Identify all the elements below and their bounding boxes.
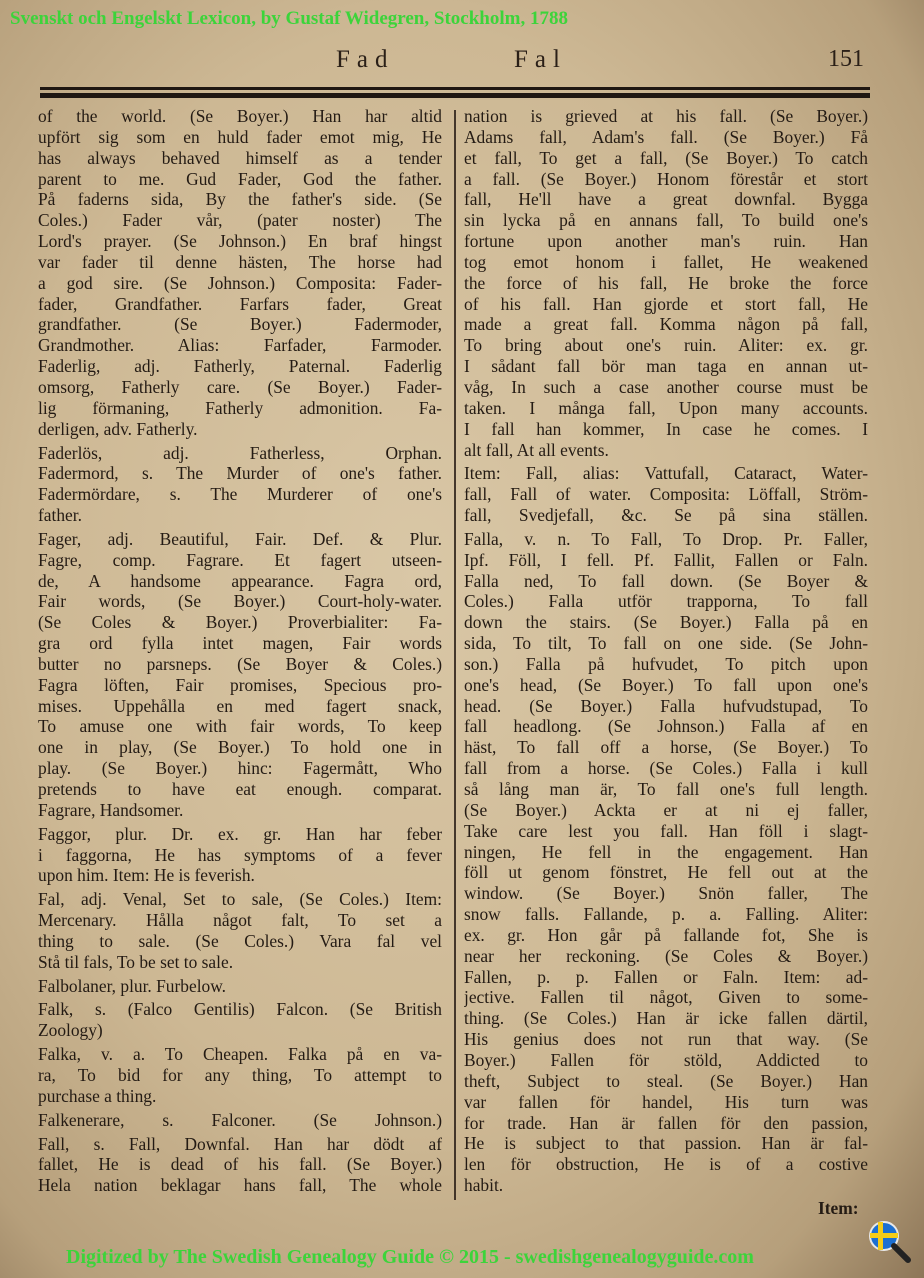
left-column-line: Fal, adj. Venal, Set to sale, (Se Coles.) Item: — [38, 889, 442, 910]
left-column-line: parent to me. Gud Fader, God the father. — [38, 168, 442, 189]
right-column-line: Boyer.) Fallen för stöld, Addicted to — [464, 1049, 868, 1070]
left-column-line: Hela nation beklagar hans fall, The whole — [38, 1175, 442, 1196]
footer-caption: Digitized by The Swedish Genealogy Guide © 2015 - swedishgenealogyguide.com — [66, 1246, 754, 1268]
left-column-line: gra ord fylla intet magen, Fair words — [38, 633, 442, 654]
left-column-line: fader, Grandfather. Farfars fader, Great — [38, 293, 442, 314]
right-column-line: Coles.) Falla utför trapporna, To fall — [464, 591, 868, 612]
left-column-line: mises. Uppehålla en med fagert snack, — [38, 695, 442, 716]
column-divider — [454, 110, 456, 1200]
left-column-line: (Se Coles & Boyer.) Proverbialiter: Fa- — [38, 612, 442, 633]
right-column-line: near her reckoning. (Se Coles & Boyer.) — [464, 945, 868, 966]
right-column-line: sida, To tilt, To fall on one side. (Se John- — [464, 633, 868, 654]
left-column-line: i faggorna, He has symptoms of a fever — [38, 844, 442, 865]
right-column-line: To bring about one's ruin. Aliter: ex. gr. — [464, 335, 868, 356]
left-column-line: pretends to have eat enough. comparat. — [38, 779, 442, 799]
left-column-line: omsorg, Fatherly care. (Se Boyer.) Fader- — [38, 376, 442, 397]
left-column-line: Fall, s. Fall, Downfal. Han har dödt af — [38, 1133, 442, 1154]
right-column-line: head. (Se Boyer.) Falla hufvudstupad, To — [464, 695, 868, 716]
left-column-line: upfört sig som en huld fader emot mig, He — [38, 126, 442, 147]
right-column-line: ningen, He fell in the engagement. Han — [464, 841, 868, 862]
left-column-line: Stå til fals, To be set to sale. — [38, 951, 234, 972]
left-column-line: Fadermördare, s. The Murderer of one's — [38, 484, 442, 505]
left-column-line: På faderns sida, By the father's side. (Se — [38, 189, 442, 210]
right-column-line: så lång man är, To fall one's full length. — [464, 779, 868, 799]
running-header — [0, 46, 924, 80]
header-rule-thin — [40, 87, 870, 90]
left-column-line: thing to sale. (Se Coles.) Vara fal vel — [38, 930, 442, 951]
right-column-line: down the stairs. (Se Boyer.) Falla på en — [464, 612, 868, 633]
right-column-line: habit. — [464, 1175, 504, 1196]
left-column-line: Fager, adj. Beautiful, Fair. Def. & Plur. — [38, 528, 442, 549]
header-rule-thick — [40, 93, 870, 98]
left-column-line: var fader til denne hästen, The horse had — [38, 251, 442, 272]
right-column-line: tog emot honom i fallet, He weakened — [464, 251, 868, 272]
left-column-line: one in play, (Se Boyer.) To hold one in — [38, 737, 442, 758]
left-column-line: Falk, s. (Falco Gentilis) Falcon. (Se British — [38, 999, 442, 1020]
right-column-line: Ipf. Föll, I fell. Pf. Fallit, Fallen or Faln. — [464, 549, 868, 570]
right-column-line: fall from a horse. (Se Coles.) Falla i kull — [464, 758, 868, 779]
right-column-line: thing. (Se Coles.) Han är icke fallen därtil, — [464, 1008, 868, 1029]
right-column-line: Falla, v. n. To Fall, To Drop. Pr. Faller, — [464, 528, 868, 549]
right-column-line: Falla ned, To fall down. (Se Boyer & — [464, 570, 868, 591]
right-column-line: theft, Subject to steal. (Se Boyer.) Han — [464, 1070, 868, 1091]
left-column-line: Fagre, comp. Fagrare. Et fagert utseen- — [38, 549, 442, 570]
left-column-line: ra, To bid for any thing, To attempt to — [38, 1064, 442, 1085]
left-column-line: Grandmother. Alias: Farfader, Farmoder. — [38, 335, 442, 356]
left-column-line: Faggor, plur. Dr. ex. gr. Han har feber — [38, 823, 442, 844]
left-column-line: derligen, adv. Fatherly. — [38, 418, 198, 439]
right-column-line: a fall. (Se Boyer.) Honom förestår et stort — [464, 168, 868, 189]
left-column-line: Fagrare, Handsomer. — [38, 799, 184, 820]
right-column-line: fall, He'll have a great downfal. Bygga — [464, 189, 868, 210]
left-column-line: lig förmaning, Fatherly admonition. Fa- — [38, 397, 442, 418]
right-column-line: våg, In such a case another course must be — [464, 376, 868, 397]
page-number: 151 — [828, 46, 864, 72]
right-column-line: window. (Se Boyer.) Snön faller, The — [464, 883, 868, 904]
left-column-line: butter no parsneps. (Se Boyer & Coles.) — [38, 653, 442, 674]
header-right-word: Fal — [514, 46, 567, 73]
right-column-line: sin lycka på en annans fall, To build one's — [464, 210, 868, 231]
left-column-line: Falkenerare, s. Falconer. (Se Johnson.) — [38, 1109, 442, 1130]
left-column-line: has always behaved himself as a tender — [38, 147, 442, 168]
right-column-line: His genius does not run that way. (Se — [464, 1029, 868, 1050]
left-column-line: father. — [38, 505, 82, 526]
right-column-line: for trade. Han är fallen för den passion, — [464, 1112, 868, 1133]
right-column-line: föll ut genom fönstret, He fell out at the — [464, 862, 868, 883]
left-column-line: Faderlös, adj. Fatherless, Orphan. — [38, 442, 442, 463]
right-column-line: Adams fall, Adam's fall. (Se Boyer.) Få — [464, 126, 868, 147]
right-column-line: Fallen, p. p. Fallen or Faln. Item: ad- — [464, 966, 868, 987]
right-column-line: nation is grieved at his fall. (Se Boyer.) — [464, 106, 868, 126]
right-column-line: He is subject to that passion. Han är fal- — [464, 1133, 868, 1154]
left-column-line: Fagra löften, Fair promises, Specious pro- — [38, 674, 442, 695]
right-column-line: fall, Fall of water. Composita: Löffall, Ström- — [464, 484, 868, 505]
left-column-line: play. (Se Boyer.) hinc: Fagermått, Who — [38, 758, 442, 779]
right-column-line: (Se Boyer.) Ackta er at ni ej faller, — [464, 799, 868, 820]
left-column-line: Mercenary. Hålla något falt, To set a — [38, 910, 442, 931]
right-column-line: fall, Svedjefall, &c. Se på sina ställen. — [464, 505, 868, 526]
right-column-line: I fall han kommer, In case he comes. I — [464, 418, 868, 439]
right-column-line: et fall, To get a fall, (Se Boyer.) To catch — [464, 147, 868, 168]
sweden-flag-magnifier-icon — [866, 1218, 914, 1266]
right-column-line: Item: Fall, alias: Vattufall, Cataract, Water- — [464, 463, 868, 484]
right-column — [464, 106, 868, 1196]
left-column-line: Lord's prayer. (Se Johnson.) En braf hingst — [38, 231, 442, 252]
catchword: Item: — [818, 1198, 859, 1218]
right-column-line: len för obstruction, He is of a costive — [464, 1154, 868, 1175]
left-column-line: a god sire. (Se Johnson.) Composita: Fader- — [38, 272, 442, 293]
header-left-word: Fad — [336, 46, 395, 73]
right-column-line: snow falls. Fallande, p. a. Falling. Aliter: — [464, 904, 868, 925]
right-column-line: Take care lest you fall. Han föll i slagt- — [464, 820, 868, 841]
left-column-line: To amuse one with fair words, To keep — [38, 716, 442, 737]
right-column-line: the force of his fall, He broke the force — [464, 272, 868, 293]
right-column-line: var fallen för handel, His turn was — [464, 1091, 868, 1112]
right-column-line: fortune upon another man's ruin. Han — [464, 231, 868, 252]
left-column-line: de, A handsome appearance. Fagra ord, — [38, 570, 442, 591]
left-column-line: grandfather. (Se Boyer.) Fadermoder, — [38, 314, 442, 335]
left-column-line: fallet, He is dead of his fall. (Se Boyer.) — [38, 1154, 442, 1175]
right-column-line: of his fall. Han gjorde et stort fall, He — [464, 293, 868, 314]
right-column-line: alt fall, At all events. — [464, 439, 609, 460]
left-column-line: Falka, v. a. To Cheapen. Falka på en va- — [38, 1044, 442, 1065]
top-caption: Svenskt och Engelskt Lexicon, by Gustaf Widegren, Stockholm, 1788 — [10, 8, 568, 29]
right-column-line: son.) Falla på hufvudet, To pitch upon — [464, 653, 868, 674]
left-column-line: Zoology) — [38, 1020, 103, 1041]
left-column-line: Coles.) Fader vår, (pater noster) The — [38, 210, 442, 231]
left-column-line: of the world. (Se Boyer.) Han har altid — [38, 106, 442, 126]
right-column-line: I sådant fall bör man taga en annan ut- — [464, 356, 868, 377]
left-column-line: Falbolaner, plur. Furbelow. — [38, 975, 226, 996]
right-column-line: taken. I många fall, Upon many accounts. — [464, 397, 868, 418]
left-column-line: Fadermord, s. The Murder of one's father. — [38, 463, 442, 484]
right-column-line: one's head, (Se Boyer.) To fall upon one's — [464, 674, 868, 695]
right-column-line: ex. gr. Hon går på fallande fot, She is — [464, 924, 868, 945]
right-column-line: fall headlong. (Se Johnson.) Falla af en — [464, 716, 868, 737]
left-column-line: Faderlig, adj. Fatherly, Paternal. Faderlig — [38, 356, 442, 377]
left-column — [38, 106, 442, 1196]
left-column-line: purchase a thing. — [38, 1085, 157, 1106]
right-column-line: jective. Fallen til något, Given to some- — [464, 987, 868, 1008]
right-column-line: made a great fall. Komma någon på fall, — [464, 314, 868, 335]
left-column-line: Fair words, (Se Boyer.) Court-holy-water. — [38, 591, 442, 612]
left-column-line: upon him. Item: He is feverish. — [38, 865, 255, 886]
right-column-line: häst, To fall off a horse, (Se Boyer.) To — [464, 737, 868, 758]
